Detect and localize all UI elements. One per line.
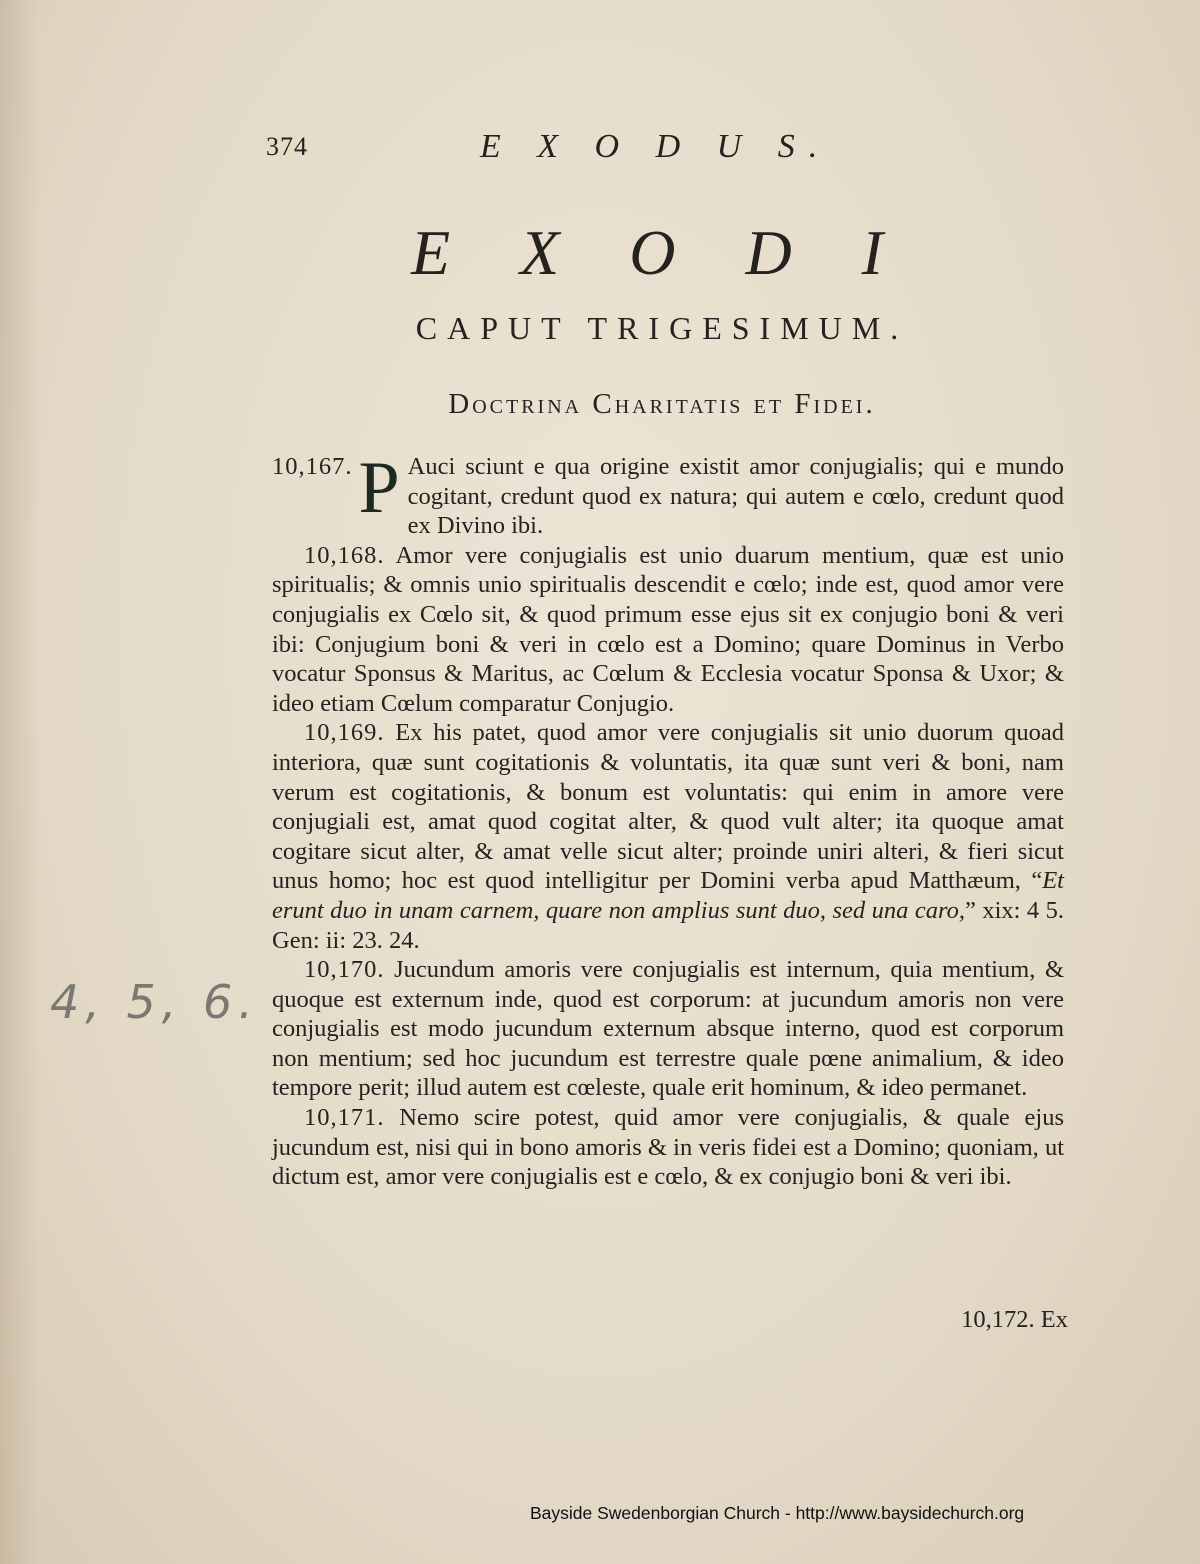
paragraph-10167 — [272, 447, 1064, 541]
paragraph-10169 — [272, 718, 1064, 955]
section-heading: Doctrina Charitatis et Fidei. — [448, 388, 876, 420]
chapter-title: CAPUT TRIGESIMUM. — [415, 310, 909, 346]
paragraph-text: Amor vere conjugialis est unio duarum mentium, quæ est unio spiritualis; & omnis unio spiritualis descendit e cœlo; inde est, quod amor vere conjugialis ex Cœlo sit, & quod primum esse ejus sit ex conjugio boni & veri ibi: Conjugium boni & veri in cœlo est a Domino; quare Dominus in Verbo vocatur Sponsus & Maritus, ac Cœlum & Ecclesia vocatur Sponsa & Uxor; & ideo etiam Cœlum comparatur Conjugio. — [272, 541, 1065, 717]
paragraph-text: Nemo scire potest, quid amor vere conjugialis, & quale ejus jucundum est, nisi qui in bono amoris & in veris fidei est a Domino; quoniam, ut dictum est, amor vere conjugialis est e cœlo, & ex conjugio boni & veri ibi. — [272, 1104, 1064, 1191]
paragraph-number: 10,170. — [304, 956, 385, 984]
paragraph-text: Auci sciunt e qua origine existit amor conjugialis; qui e mundo cogitant, credunt quod ex natura; qui autem e cœlo, credunt quod ex Divino ibi. — [407, 453, 1064, 540]
page-number: 374 — [266, 132, 308, 161]
page-edge-shadow — [0, 0, 40, 1564]
paragraph-number: 10,168. — [304, 541, 385, 569]
paragraph-10171 — [272, 1103, 1064, 1192]
drop-cap: P — [358, 447, 400, 529]
scripture-quote: Et erunt duo in unam carnem, quare non amplius sunt duo, sed una caro, — [272, 867, 1064, 924]
paragraph-text: Ex his patet, quod amor vere conjugialis sit unio duorum quoad interiora, quæ sunt cogitationis & voluntatis, ita quæ sunt veri & boni, nam verum est cogitationis, & bonum est voluntatis: qui enim in amore vere conjugiali est, amat quod cogitat alter, & quod vult alter; ita quoque amat cogitare sicut alter, & amat velle sicut alter; proinde uniri alteri, & fieri sicut unus homo; hoc est quod intelligitur per Domini verba apud Matthæum, “ — [272, 719, 1064, 895]
scripture-reference: ” xix: 4 5. Gen: ii: 23. 24. — [272, 896, 1064, 954]
body-text — [272, 447, 1065, 1192]
paragraph-number: 10,169. — [304, 719, 385, 747]
catchword: 10,172. Ex — [961, 1306, 1068, 1333]
paragraph-number: 10,171. — [304, 1104, 385, 1132]
paragraph-10168 — [272, 541, 1064, 719]
paragraph-10170 — [272, 955, 1064, 1103]
running-head — [262, 128, 1062, 168]
paragraph-number: 10,167. — [272, 453, 353, 480]
book-title: EXODI — [411, 217, 953, 288]
running-title: E X O D U S. — [480, 128, 832, 165]
footer-credit: Bayside Swedenborgian Church - http://www.baysidechurch.org — [530, 1503, 1025, 1523]
handwritten-margin-note: 4, 5, 6. — [50, 975, 259, 1029]
paragraph-text: Jucundum amoris vere conjugialis est internum, quia mentium, & quoque est externum inde, quod est corporum: at jucundum amoris non vere conjugialis est modo jucundum externum absque interno, quod est corporum non mentium; sed hoc jucundum est terrestre quale pœne animalium, & ideo tempore perit; illud autem est cœleste, quale erit hominum, & ideo permanet. — [272, 956, 1064, 1102]
